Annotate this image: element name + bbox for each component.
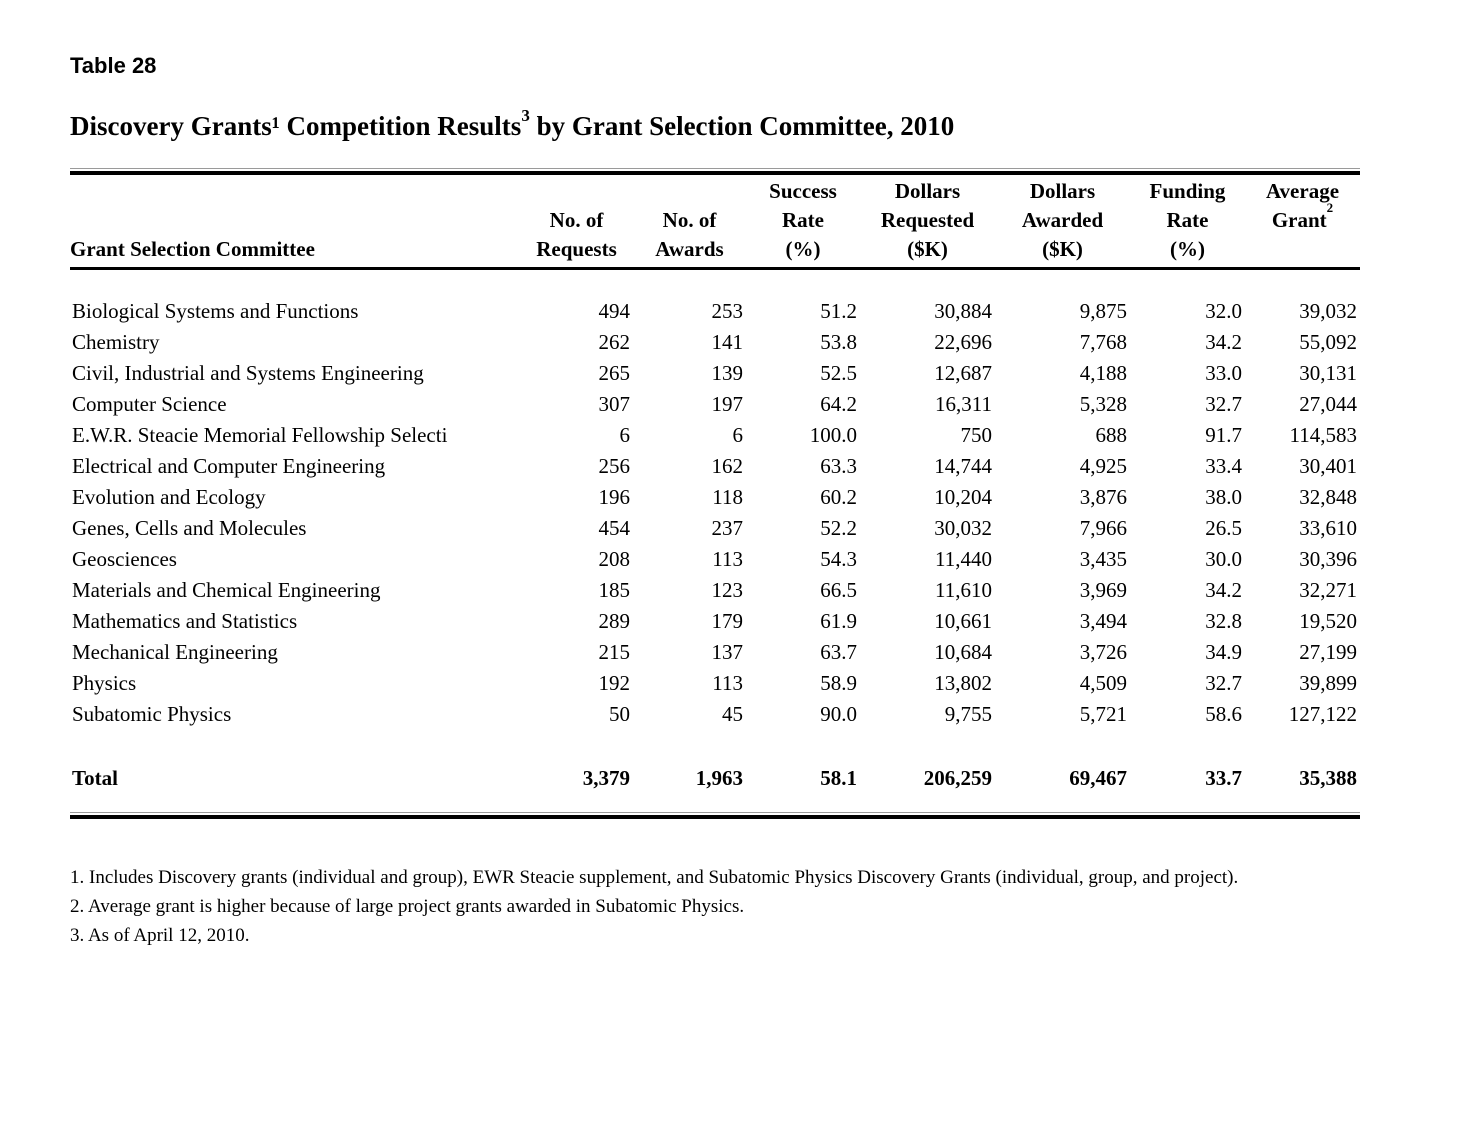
value-cell: 34.2 <box>1205 330 1242 355</box>
table-row <box>70 668 1360 699</box>
col-header-line: Rate <box>1166 208 1209 233</box>
value-cell: 58.9 <box>820 671 857 696</box>
value-cell: 52.2 <box>820 516 857 541</box>
table-row <box>70 269 1360 328</box>
committee-name-cell: Physics <box>72 671 137 696</box>
value-cell: 113 <box>712 547 743 572</box>
value-cell: 118 <box>712 485 743 510</box>
col-header-line: Funding <box>1149 179 1226 204</box>
table-row <box>70 513 1360 544</box>
total-value-cell: 1,963 <box>695 766 743 791</box>
table-row <box>70 575 1360 606</box>
value-cell: 33,610 <box>1299 516 1357 541</box>
table-row <box>70 451 1360 482</box>
value-cell: 307 <box>598 392 630 417</box>
table-row <box>70 327 1360 358</box>
value-cell: 237 <box>711 516 743 541</box>
value-cell: 19,520 <box>1299 609 1357 634</box>
committee-name-cell: Genes, Cells and Molecules <box>72 516 307 541</box>
value-cell: 6 <box>619 423 630 448</box>
value-cell: 256 <box>598 454 630 479</box>
value-cell: 14,744 <box>934 454 992 479</box>
value-cell: 4,509 <box>1079 671 1127 696</box>
total-value-cell: 33.7 <box>1205 766 1242 791</box>
value-cell: 454 <box>598 516 630 541</box>
value-cell: 58.6 <box>1205 702 1242 727</box>
col-header-dollars-requested <box>860 175 995 269</box>
value-cell: 123 <box>711 578 743 603</box>
value-cell: 185 <box>598 578 630 603</box>
value-cell: 262 <box>598 330 630 355</box>
value-cell: 4,925 <box>1079 454 1127 479</box>
value-cell: 32.7 <box>1205 671 1242 696</box>
value-cell: 13,802 <box>934 671 992 696</box>
value-cell: 32.8 <box>1205 609 1242 634</box>
value-cell: 30,131 <box>1299 361 1357 386</box>
committee-name-cell: Biological Systems and Functions <box>72 299 359 324</box>
value-cell: 32.7 <box>1205 392 1242 417</box>
value-cell: 55,092 <box>1299 330 1357 355</box>
col-header-line: ($K) <box>1042 237 1083 262</box>
col-header-line: Requests <box>536 237 617 262</box>
col-header-requests <box>520 175 633 269</box>
title-footnote-ref: 3 <box>521 106 530 125</box>
value-cell: 10,661 <box>934 609 992 634</box>
value-cell: 265 <box>598 361 630 386</box>
value-cell: 39,899 <box>1299 671 1357 696</box>
table-bottom-rule <box>70 812 1360 819</box>
committee-name-cell: Subatomic Physics <box>72 702 232 727</box>
value-cell: 162 <box>711 454 743 479</box>
value-cell: 34.9 <box>1205 640 1242 665</box>
value-cell: 208 <box>598 547 630 572</box>
value-cell: 63.7 <box>820 640 857 665</box>
col-header-line: Dollars <box>894 179 961 204</box>
table-total-row <box>70 730 1360 812</box>
value-cell: 30.0 <box>1205 547 1242 572</box>
committee-name-cell: Evolution and Ecology <box>72 485 266 510</box>
value-cell: 54.3 <box>820 547 857 572</box>
table-row <box>70 637 1360 668</box>
committee-name-cell: Mechanical Engineering <box>72 640 278 665</box>
value-cell: 196 <box>598 485 630 510</box>
value-cell: 3,876 <box>1079 485 1127 510</box>
col-header-line: Dollars <box>1029 179 1096 204</box>
table-footer <box>70 730 1360 812</box>
value-cell: 64.2 <box>820 392 857 417</box>
committee-name-cell: Mathematics and Statistics <box>72 609 298 634</box>
value-cell: 688 <box>1095 423 1127 448</box>
committee-name-cell: Electrical and Computer Engineering <box>72 454 386 479</box>
col-header-line: No. of <box>549 208 604 233</box>
col-header-line: Average <box>1265 179 1340 204</box>
col-header-line: Requested <box>880 208 975 233</box>
footnote-1: 1. Includes Discovery grants (individual and group), EWR Steacie supplement, and Subatomic Physics Discovery Grants (individual, group, and project). <box>70 867 1239 889</box>
value-cell: 179 <box>711 609 743 634</box>
page-title-text: Discovery Grants¹ Competition Results <box>70 111 522 141</box>
value-cell: 494 <box>598 299 630 324</box>
value-cell: 3,435 <box>1079 547 1127 572</box>
page-title <box>70 106 1479 142</box>
value-cell: 9,875 <box>1079 299 1127 324</box>
footnotes <box>70 863 1479 950</box>
value-cell: 30,884 <box>934 299 992 324</box>
value-cell: 114,583 <box>1289 423 1357 448</box>
total-value-cell: 206,259 <box>923 766 992 791</box>
footnote-3: 3. As of April 12, 2010. <box>70 925 250 947</box>
value-cell: 32.0 <box>1205 299 1242 324</box>
value-cell: 33.4 <box>1205 454 1242 479</box>
value-cell: 50 <box>609 702 630 727</box>
committee-name-cell: Geosciences <box>72 547 177 572</box>
committee-name-cell: Materials and Chemical Engineering <box>72 578 381 603</box>
value-cell: 63.3 <box>820 454 857 479</box>
value-cell: 60.2 <box>820 485 857 510</box>
col-header-awards <box>633 175 746 269</box>
col-header-funding-rate <box>1130 175 1245 269</box>
total-label-cell: Total <box>72 766 118 791</box>
col-header-line: (%) <box>1170 237 1205 262</box>
col-header-committee <box>70 175 520 269</box>
col-header-dollars-awarded <box>995 175 1130 269</box>
value-cell: 289 <box>598 609 630 634</box>
value-cell: 141 <box>711 330 743 355</box>
value-cell: 253 <box>711 299 743 324</box>
value-cell: 137 <box>711 640 743 665</box>
value-cell: 750 <box>960 423 992 448</box>
committee-name-cell: Civil, Industrial and Systems Engineering <box>72 361 424 386</box>
value-cell: 34.2 <box>1205 578 1242 603</box>
value-cell: 16,311 <box>935 392 992 417</box>
col-header-line: Success <box>769 179 837 204</box>
value-cell: 32,848 <box>1299 485 1357 510</box>
value-cell: 33.0 <box>1205 361 1242 386</box>
value-cell: 11,610 <box>935 578 992 603</box>
committee-name-cell: Chemistry <box>72 330 160 355</box>
table-body <box>70 269 1360 731</box>
table-row <box>70 699 1360 730</box>
col-header-line: Rate <box>782 208 824 233</box>
value-cell: 30,396 <box>1299 547 1357 572</box>
col-header-line: ($K) <box>907 237 948 262</box>
value-cell: 32,271 <box>1299 578 1357 603</box>
value-cell: 66.5 <box>820 578 857 603</box>
page-title-text-2: by Grant Selection Committee, 2010 <box>529 111 955 141</box>
value-cell: 61.9 <box>820 609 857 634</box>
value-cell: 127,122 <box>1288 702 1357 727</box>
value-cell: 113 <box>712 671 743 696</box>
value-cell: 39,032 <box>1299 299 1357 324</box>
col-header-average-grant <box>1245 175 1360 269</box>
value-cell: 139 <box>711 361 743 386</box>
table-row <box>70 606 1360 637</box>
col-header-line: (%) <box>785 237 821 262</box>
col-header-line <box>1245 200 1360 235</box>
table-number-label: Table 28 <box>70 53 157 78</box>
value-cell: 3,969 <box>1079 578 1127 603</box>
value-cell: 12,687 <box>934 361 992 386</box>
value-cell: 90.0 <box>820 702 857 727</box>
col-header-line: No. of <box>662 208 717 233</box>
value-cell: 7,966 <box>1079 516 1127 541</box>
value-cell: 51.2 <box>820 299 857 324</box>
col-header-success-rate <box>746 175 860 269</box>
value-cell: 5,721 <box>1079 702 1127 727</box>
value-cell: 52.5 <box>820 361 857 386</box>
footnote-2: 2. Average grant is higher because of large project grants awarded in Subatomic Physics. <box>70 896 745 918</box>
col-header-footnote-ref: 2 <box>1326 200 1334 216</box>
total-value-cell: 58.1 <box>820 766 857 791</box>
committee-name-cell: Computer Science <box>72 392 227 417</box>
table-row <box>70 482 1360 513</box>
committee-name-cell: E.W.R. Steacie Memorial Fellowship Selecti <box>72 423 448 448</box>
table-header <box>70 175 1360 269</box>
value-cell: 197 <box>711 392 743 417</box>
value-cell: 3,726 <box>1079 640 1127 665</box>
value-cell: 192 <box>598 671 630 696</box>
value-cell: 7,768 <box>1079 330 1127 355</box>
value-cell: 30,401 <box>1299 454 1357 479</box>
value-cell: 4,188 <box>1079 361 1127 386</box>
value-cell: 100.0 <box>809 423 857 448</box>
value-cell: 10,204 <box>934 485 992 510</box>
value-cell: 11,440 <box>935 547 992 572</box>
table-row <box>70 544 1360 575</box>
value-cell: 9,755 <box>944 702 992 727</box>
value-cell: 30,032 <box>934 516 992 541</box>
table-row <box>70 420 1360 451</box>
value-cell: 53.8 <box>820 330 857 355</box>
value-cell: 22,696 <box>934 330 992 355</box>
grants-table <box>70 175 1360 812</box>
value-cell: 10,684 <box>934 640 992 665</box>
col-header-line: Grant Selection Committee <box>70 237 315 262</box>
value-cell: 38.0 <box>1205 485 1242 510</box>
table-top-rule <box>70 168 1360 175</box>
value-cell: 91.7 <box>1205 423 1242 448</box>
value-cell: 45 <box>722 702 743 727</box>
value-cell: 27,199 <box>1299 640 1357 665</box>
value-cell: 3,494 <box>1079 609 1127 634</box>
total-value-cell: 3,379 <box>582 766 630 791</box>
col-header-line: Awards <box>655 237 724 262</box>
table-row <box>70 358 1360 389</box>
col-header-word: Grant <box>1271 208 1327 233</box>
table-row <box>70 389 1360 420</box>
value-cell: 6 <box>732 423 743 448</box>
value-cell: 26.5 <box>1205 516 1242 541</box>
table-header-row <box>70 175 1360 269</box>
value-cell: 27,044 <box>1299 392 1357 417</box>
value-cell: 215 <box>598 640 630 665</box>
value-cell: 5,328 <box>1079 392 1127 417</box>
col-header-line: Awarded <box>1021 208 1104 233</box>
total-value-cell: 69,467 <box>1069 766 1127 791</box>
total-value-cell: 35,388 <box>1299 766 1357 791</box>
